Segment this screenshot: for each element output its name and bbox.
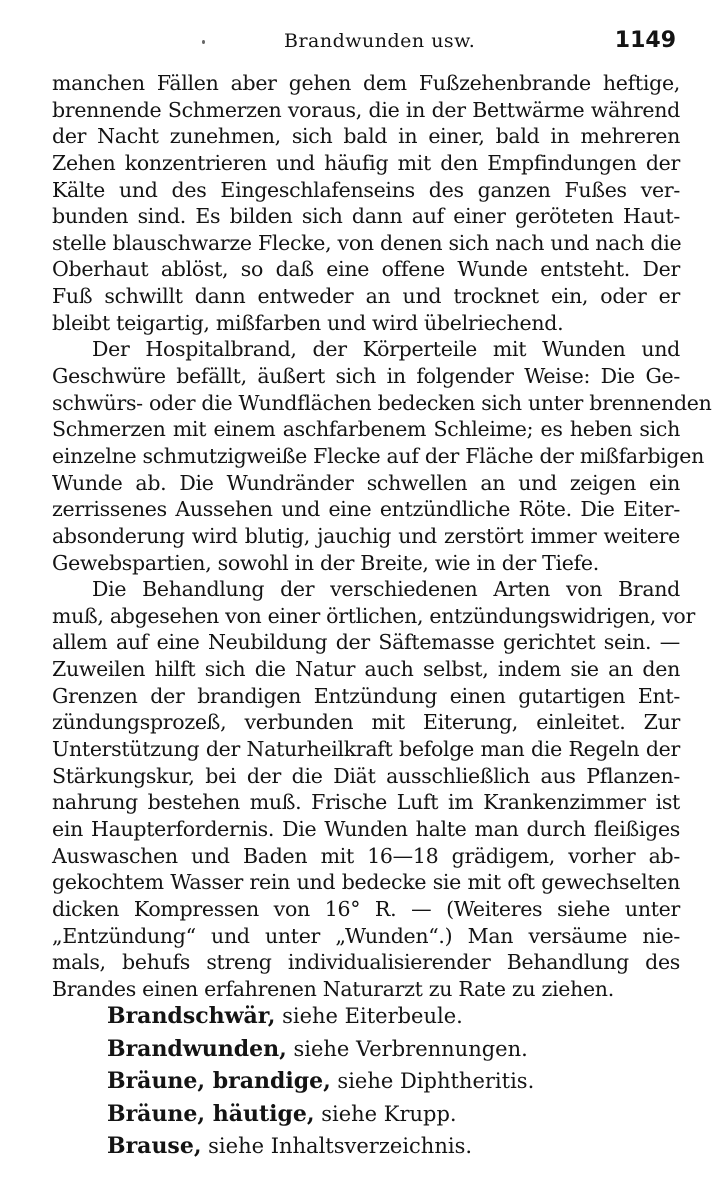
text-line: bunden sind. Es bilden sich dann auf einer geröteten Haut-	[52, 204, 680, 229]
text-line: brennende Schmerzen voraus, die in der Bettwärme während	[52, 97, 680, 122]
print-speck	[202, 40, 205, 44]
text-line: Auswaschen und Baden mit 16—18 grädigem, vorher ab-	[52, 843, 680, 868]
text-line: Schmerzen mit einem aschfarbenem Schleime; es heben sich	[52, 417, 680, 442]
lexicon-entry	[107, 1033, 667, 1066]
text-line: „Entzündung“ und unter „Wunden“.) Man versäume nie-	[52, 923, 680, 948]
text-line: schwürs- oder die Wundflächen bedecken sich unter brennenden	[52, 390, 712, 415]
text-line: Zehen konzentrieren und häufig mit den Empfindungen der	[52, 150, 680, 175]
text-line: Fuß schwillt dann entweder an und trocknet ein, oder er	[52, 284, 680, 309]
text-line: stelle blauschwarze Flecke, von denen sich nach und nach die	[52, 230, 682, 255]
text-line: absonderung wird blutig, jauchig und zerstört immer weitere	[52, 523, 680, 548]
text-line: allem auf eine Neubildung der Säftemasse gerichtet sein. —	[52, 630, 680, 655]
text-line: Die Behandlung der verschiedenen Arten von Brand	[92, 577, 680, 602]
entry-reference: siehe Eiterbeule.	[275, 1004, 463, 1028]
entry-headword: Brause,	[107, 1133, 202, 1159]
text-line: bleibt teigartig, mißfarben und wird übelriechend.	[52, 310, 564, 335]
lexicon-entry	[107, 1098, 667, 1131]
entry-headword: Brandschwär,	[107, 1003, 276, 1029]
text-line: Stärkungskur, bei der die Diät ausschließlich aus Pflanzen-	[52, 763, 680, 788]
text-line: Brandes einen erfahrenen Naturarzt zu Rate zu ziehen.	[52, 976, 614, 1001]
entry-reference: siehe Verbrennungen.	[286, 1036, 528, 1061]
entry-reference: siehe Krupp.	[314, 1101, 457, 1126]
lexicon-entry	[107, 1130, 667, 1163]
text-line: zündungsprozeß, verbunden mit Eiterung, einleitet. Zur	[52, 710, 680, 735]
text-line: Der Hospitalbrand, der Körperteile mit Wunden und	[92, 337, 680, 362]
text-line: muß, abgesehen von einer örtlichen, entzündungswidrigen, vor	[52, 603, 695, 628]
text-line: zerrissenes Aussehen und eine entzündliche Röte. Die Eiter-	[52, 497, 680, 522]
text-line: Geschwüre befällt, äußert sich in folgender Weise: Die Ge-	[52, 364, 680, 389]
running-head: Brandwunden usw.	[284, 30, 476, 52]
lexicon-entry	[107, 1000, 667, 1033]
text-line: nahrung bestehen muß. Frische Luft im Krankenzimmer ist	[52, 790, 680, 815]
entry-reference: siehe Diphtheritis.	[330, 1069, 535, 1093]
text-line: mals, behufs streng individualisierender Behandlung des	[52, 950, 680, 975]
paragraph-3	[52, 576, 695, 1002]
lexicon-entries	[107, 1000, 667, 1163]
entry-headword: Bräune, häutige,	[107, 1100, 315, 1127]
text-line: Grenzen der brandigen Entzündung einen gutartigen Ent-	[52, 683, 680, 708]
text-line: Zuweilen hilft sich die Natur auch selbst, indem sie an den	[52, 657, 680, 682]
body-text	[52, 70, 712, 1002]
page-header	[56, 28, 676, 62]
text-line: Oberhaut ablöst, so daß eine offene Wunde entsteht. Der	[52, 257, 680, 282]
entry-headword: Brandwunden,	[107, 1035, 287, 1062]
text-line: Wunde ab. Die Wundränder schwellen an und zeigen ein	[52, 470, 680, 495]
text-line: manchen Fällen aber gehen dem Fußzehenbrande heftige,	[52, 71, 680, 95]
text-line: gekochtem Wasser rein und bedecke sie mit oft gewechselten	[52, 870, 680, 895]
paragraph-2	[52, 336, 712, 576]
text-line: dicken Kompressen von 16° R. — (Weiteres siehe unter	[52, 896, 680, 921]
entry-reference: siehe Inhaltsverzeichnis.	[201, 1134, 473, 1158]
text-line: Kälte und des Eingeschlafenseins des ganzen Fußes ver-	[52, 177, 680, 202]
text-line: einzelne schmutzigweiße Flecke auf der Fläche der mißfarbigen	[52, 443, 704, 468]
text-line: Gewebspartien, sowohl in der Breite, wie in der Tiefe.	[52, 550, 599, 575]
entry-headword: Bräune, brandige,	[107, 1068, 331, 1094]
lexicon-entry	[107, 1065, 667, 1098]
paragraph-1	[52, 70, 680, 336]
text-line: Unterstützung der Naturheilkraft befolge man die Regeln der	[52, 737, 680, 762]
text-line: der Nacht zunehmen, sich bald in einer, bald in mehreren	[52, 124, 680, 149]
text-line: ein Haupterfordernis. Die Wunden halte man durch fleißiges	[52, 816, 680, 841]
page-number: 1149	[614, 28, 676, 53]
